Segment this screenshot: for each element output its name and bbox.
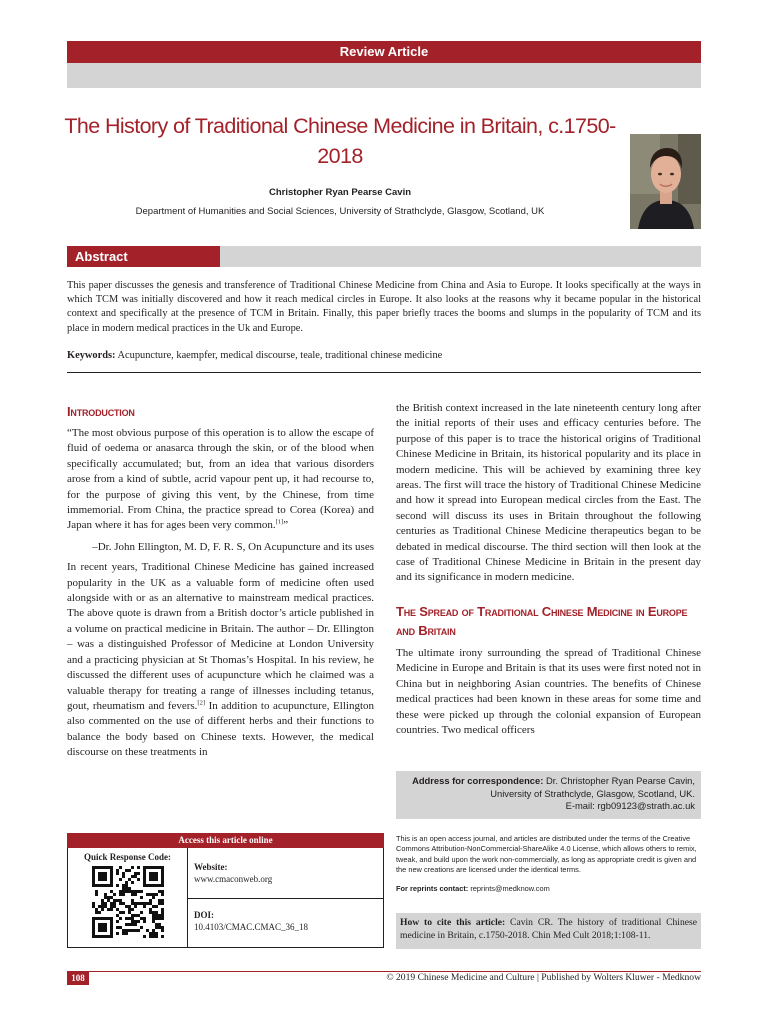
- website-label: Website:: [194, 862, 228, 872]
- qr-code-graphic: [92, 866, 164, 938]
- correspondence-email[interactable]: E-mail: rgb09123@strath.ac.uk: [565, 800, 695, 811]
- divider: [67, 372, 701, 373]
- quote-attribution: –Dr. John Ellington, M. D, F. R. S, On Acupuncture and its uses: [92, 540, 374, 553]
- license-text: This is an open access journal, and articles are distributed under the terms of the Creative Commons Attribution-NonCommercial-ShareAlike 4.0 License, which allows others to remix, tweak, and build upon the work non-commercially, as long as appropriate credit is given and the new creations are licensed under the identical terms.: [396, 834, 697, 875]
- abstract-gray-bar: [220, 246, 701, 267]
- introduction-heading: Introduction: [67, 404, 135, 419]
- qr-code-label: Quick Response Code:: [84, 852, 172, 862]
- quote-close-mark: ”: [283, 519, 289, 532]
- correspondence-box: [396, 771, 701, 819]
- website-link[interactable]: www.cmaconweb.org: [194, 874, 273, 884]
- citation-box: [396, 913, 701, 949]
- reprints-line: [396, 884, 701, 894]
- abstract-label: Abstract: [67, 246, 220, 267]
- citation-text: Cavin CR. The history of traditional Chinese medicine in Britain, c.1750-2018. Chin Med Cult 2018;1:108-11.: [400, 917, 697, 941]
- correspondence-name: Dr. Christopher Ryan Pearse Cavin,: [545, 775, 695, 786]
- intro-paragraph-part-1: In recent years, Traditional Chinese Medicine has gained increased popularity in the UK as a valuable form of medicine often used alongside with or as an alternative to mainstream medical practices. The above quote is drawn from a British doctor’s article published in a volume on practical medicine in Britain. The author – Dr. Ellington – was a distinguished Professor of Medicine at London University and a practicing physician at St Thomas’s Hospital. In his review, he discussed the different uses of acupuncture which he claimed was a valuable therapy for treating a range of illnesses including tetanus, gout, rheumatism and fevers.: [67, 561, 374, 712]
- author-affiliation: Department of Humanities and Social Sciences, University of Strathclyde, Glasgow, Scotland, UK: [135, 206, 545, 217]
- right-column: [396, 401, 701, 738]
- article-type-banner: Review Article: [67, 41, 701, 63]
- banner-gray-bar: [67, 63, 701, 88]
- quote-reference: [1]: [275, 518, 284, 526]
- right-column-paragraph-2: The ultimate irony surrounding the spread of Traditional Chinese Medicine in Europe and Britain is that its uses were first noted not in China but in neighboring Asian countries. The benefits of Chinese medical practices had been known in these areas for some time and these were picked up through the colonial expansion of European countries. Two medical officers: [396, 646, 701, 736]
- license-notice: [396, 834, 701, 894]
- author-portrait-image: [630, 134, 701, 229]
- intro-reference: [2]: [197, 699, 206, 707]
- author-photo: [630, 134, 701, 229]
- correspondence-address: University of Strathclyde, Glasgow, Scotland, UK.: [490, 787, 695, 799]
- author-name: Christopher Ryan Pearse Cavin: [268, 187, 412, 198]
- doi-label: DOI:: [194, 910, 214, 920]
- intro-paragraph: [67, 560, 374, 760]
- intro-quote: [67, 426, 374, 534]
- box-divider-horizontal: [187, 898, 384, 899]
- spread-section-heading: The Spread of Traditional Chinese Medicine in Europe and Britain: [396, 603, 688, 638]
- quote-text: “The most obvious purpose of this operation is to allow the escape of fluid of oedema or anasarca through the skin, or of the blood when specifically accumulated; but, from an idea that various disorders arose from a kind of subtle, acrid vapour pent up, it had recourse to, for the purpose of giving this vent, by the Chinese, from time immemorial. From China, the practice spread to Corea (Korea) and Japan where it has for ages been very common.: [67, 427, 374, 532]
- keywords: [67, 349, 701, 363]
- abstract-text: This paper discusses the genesis and transference of Traditional Chinese Medicine from China and Asia to Europe. It looks specifically at the ways in which TCM was initially discovered and how it reach medical circles in Europe. It also looks at the reasons why it became popular in the historical context and specifically at the presence of TCM in Britain. Finally, this paper briefly traces the booms and slumps in the popularity of TCM and its place in modern medical practices in the Uk and Europe.: [67, 280, 701, 334]
- right-column-paragraph-1: the British context increased in the late nineteenth century long after the initial reports of their uses and efficacy centuries before. The purpose of this paper is to trace the historical origins of Traditional Chinese Medicine in Britain, its historical popularity and its place in modern medicine. This will be achieved by examining three key areas. The first will trace the history of Traditional Chinese Medicine and how it spread into European medical circles from the East. The second will discuss its uses in Britain throughout the following centuries as Traditional Chinese Medicine therapeutics began to be debated in medical discourse. The third section will then look at the case of Traditional Chinese Medicine in Britain in the present day and its significance in modern medicine.: [396, 402, 701, 584]
- doi-link[interactable]: 10.4103/CMAC.CMAC_36_18: [194, 922, 309, 932]
- left-column: [67, 403, 374, 761]
- citation-label: How to cite this article:: [400, 917, 506, 928]
- correspondence-line-1: [396, 775, 695, 788]
- reprints-email[interactable]: reprints@medknow.com: [470, 883, 550, 893]
- keywords-label: Keywords:: [67, 350, 116, 361]
- correspondence-label: Address for correspondence:: [412, 775, 544, 786]
- page-number: 108: [67, 971, 89, 985]
- access-online-header: Access this article online: [67, 833, 384, 848]
- footer-copyright: © 2019 Chinese Medicine and Culture | Published by Wolters Kluwer - Medknow: [386, 972, 701, 983]
- article-title: The History of Traditional Chinese Medicine in Britain, c.1750-2018: [64, 114, 616, 168]
- keywords-list: Acupuncture, kaempfer, medical discourse, teale, traditional chinese medicine: [117, 350, 443, 361]
- qr-code-icon[interactable]: [92, 866, 164, 938]
- reprints-label: For reprints contact:: [396, 883, 469, 893]
- intro-paragraph-part-2: In addition to acupuncture, Ellington also commented on the use of different herbs and their functions to balance the body based on Chinese texts. However, the medical discourse on these treatments in: [67, 699, 375, 759]
